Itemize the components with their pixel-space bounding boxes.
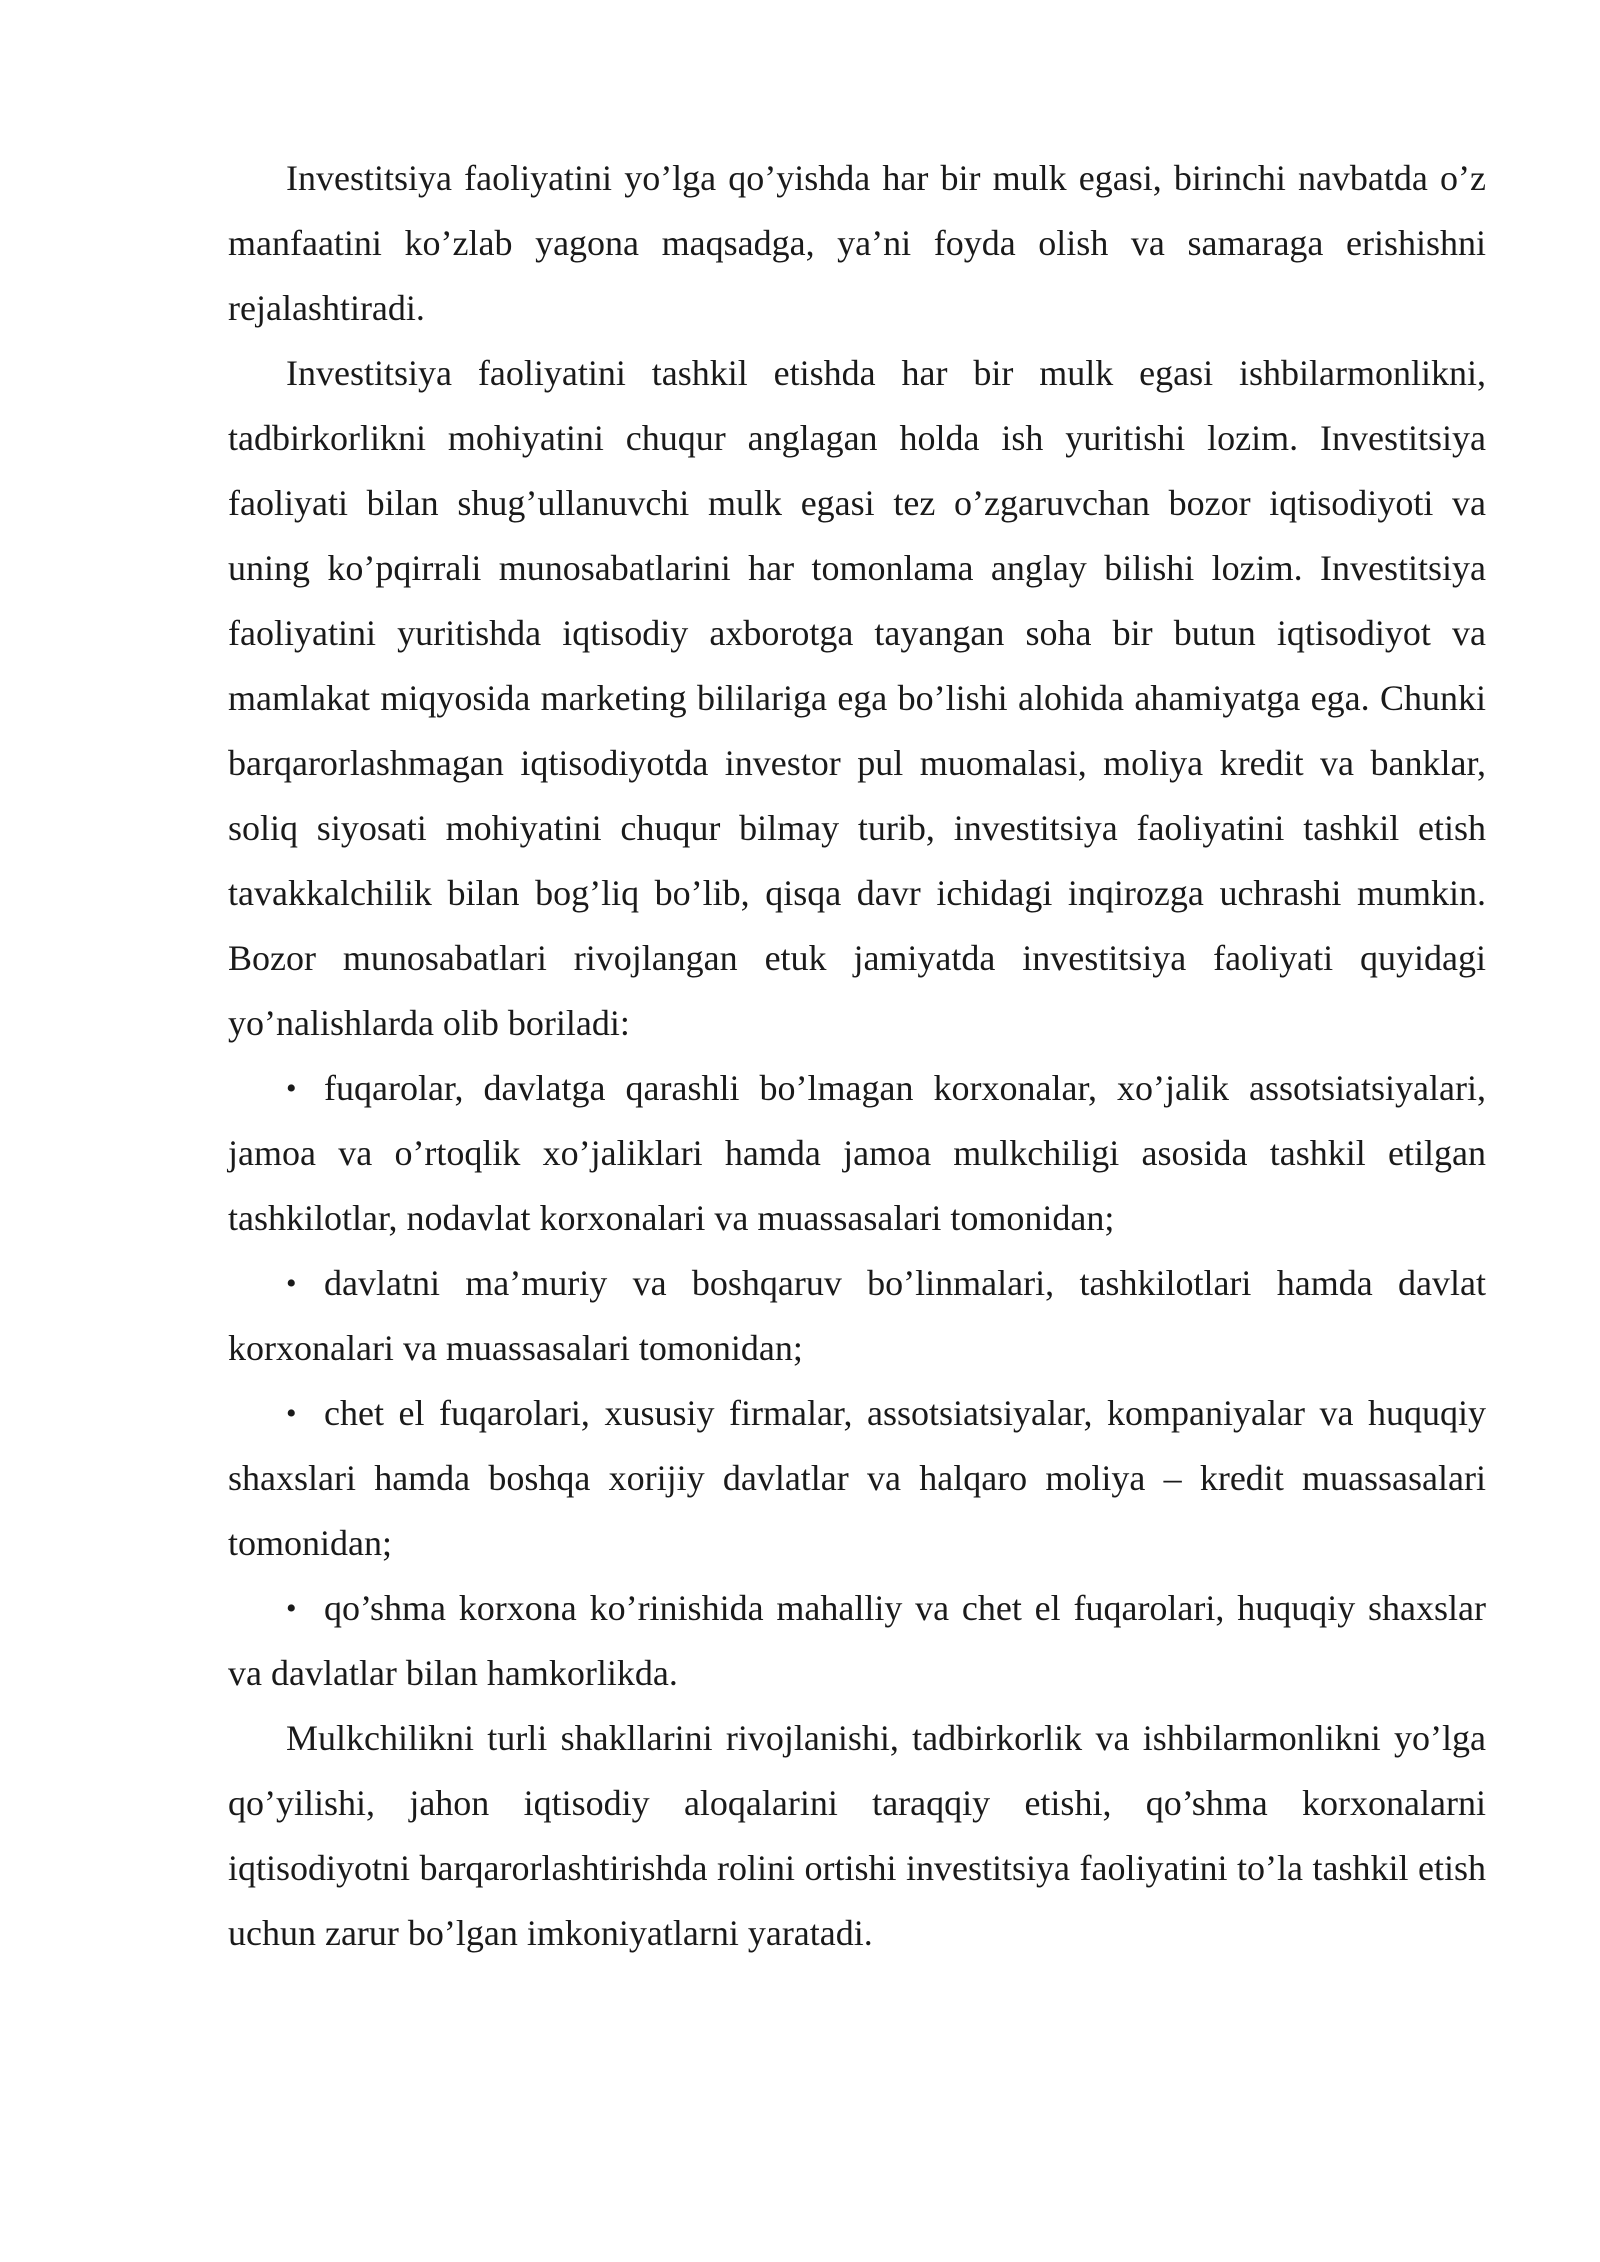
bullet-text: chet el fuqarolari, xususiy firmalar, assotsiatsiyalar, kompaniyalar va huquqiy shaxslari hamda boshqa xorijiy davlatlar va halqaro moliya – kredit muassasalari tomonidan;	[228, 1393, 1486, 1563]
bullet-text: fuqarolar, davlatga qarashli bo’lmagan korxonalar, xo’jalik assotsiatsiyalari, jamoa va o’rtoqlik xo’jaliklari hamda jamoa mulkchiligi asosida tashkil etilgan tashkilotlar, nodavlat korxonalari va muassasalari tomonidan;	[228, 1068, 1486, 1238]
bullet-item-3	[228, 1381, 1486, 1576]
bullet-icon: •	[286, 1072, 297, 1105]
bullet-item-4	[228, 1576, 1486, 1706]
bullet-text: qo’shma korxona ko’rinishida mahalliy va chet el fuqarolari, huquqiy shaxslar va davlatlar bilan hamkorlikda.	[228, 1588, 1486, 1693]
bullet-item-2	[228, 1251, 1486, 1381]
paragraph-intro-2: Investitsiya faoliyatini tashkil etishda har bir mulk egasi ishbilarmonlikni, tadbirkorlikni mohiyatini chuqur anglagan holda ish yuritishi lozim. Investitsiya faoliyati bilan shug’ullanuvchi mulk egasi tez o’zgaruvchan bozor iqtisodiyoti va uning ko’pqirrali munosabatlarini har tomonlama anglay bilishi lozim. Investitsiya faoliyatini yuritishda iqtisodiy axborotga tayangan soha bir butun iqtisodiyot va mamlakat miqyosida marketing bililariga ega bo’lishi alohida ahamiyatga ega. Chunki barqarorlashmagan iqtisodiyotda investor pul muomalasi, moliya kredit va banklar, soliq siyosati mohiyatini chuqur bilmay turib, investitsiya faoliyatini tashkil etish tavakkalchilik bilan bog’liq bo’lib, qisqa davr ichidagi inqirozga uchrashi mumkin. Bozor munosabatlari rivojlangan etuk jamiyatda investitsiya faoliyati quyidagi yo’nalishlarda olib boriladi:	[228, 353, 1486, 1043]
bullet-item-1	[228, 1056, 1486, 1251]
bullet-icon: •	[286, 1267, 297, 1300]
bullet-icon: •	[286, 1397, 297, 1430]
bullet-icon: •	[286, 1592, 297, 1625]
paragraph-closing: Mulkchilikni turli shakllarini rivojlanishi, tadbirkorlik va ishbilarmonlikni yo’lga qo’yilishi, jahon iqtisodiy aloqalarini taraqqiy etishi, qo’shma korxonalarni iqtisodiyotni barqarorlashtirishda rolini ortishi investitsiya faoliyatini to’la tashkil etish uchun zarur bo’lgan imkoniyatlarni yaratadi.	[228, 1718, 1486, 1953]
paragraph-intro-1: Investitsiya faoliyatini yo’lga qo’yishda har bir mulk egasi, birinchi navbatda o’z manfaatini ko’zlab yagona maqsadga, ya’ni foyda olish va samaraga erishishni rejalashtiradi.	[228, 158, 1486, 328]
document-page	[228, 146, 1486, 1966]
bullet-text: davlatni ma’muriy va boshqaruv bo’linmalari, tashkilotlari hamda davlat korxonalari va muassasalari tomonidan;	[228, 1263, 1486, 1368]
